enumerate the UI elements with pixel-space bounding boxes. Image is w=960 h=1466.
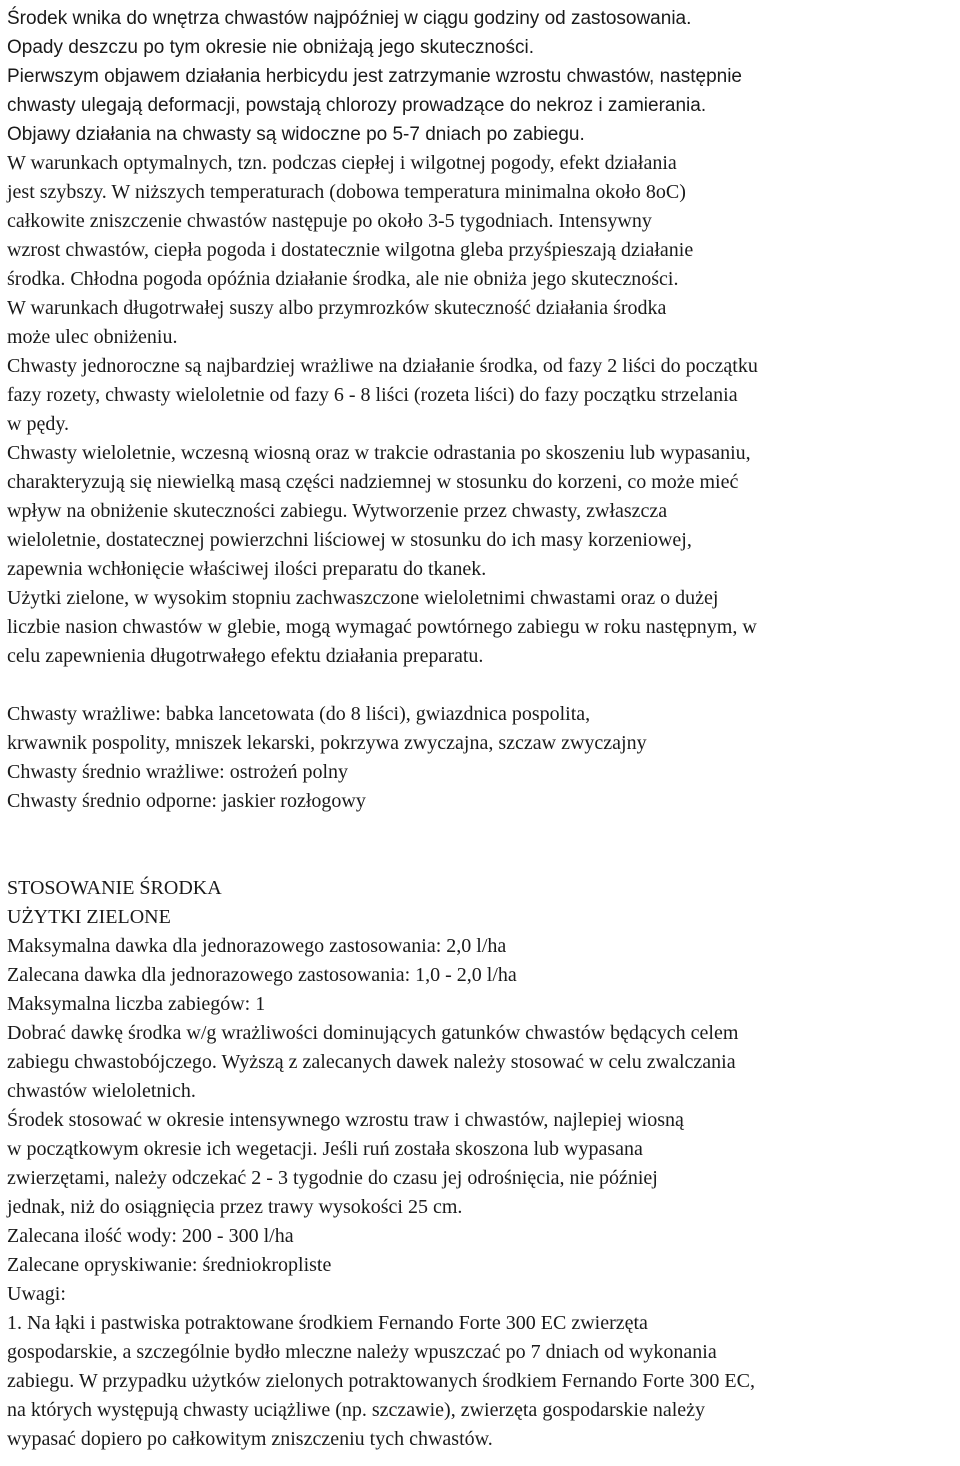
text-line: Chwasty jednoroczne są najbardziej wrażliwe na działanie środka, od fazy 2 liści do początku xyxy=(7,355,758,377)
text-line: krwawnik pospolity, mniszek lekarski, pokrzywa zwyczajna, szczaw zwyczajny xyxy=(7,732,647,754)
weed-list xyxy=(7,700,957,816)
text-line: fazy rozety, chwasty wieloletnie od fazy 6 - 8 liści (rozeta liści) do fazy początku strzelania xyxy=(7,384,738,406)
text-line: zwierzętami, należy odczekać 2 - 3 tygodnie do czasu jej odrośnięcia, nie później xyxy=(7,1167,658,1189)
text-line: na których występują chwasty uciążliwe (np. szczawie), zwierzęta gospodarskie należy xyxy=(7,1399,706,1421)
text-line: zabiegu. W przypadku użytków zielonych potraktowanych środkiem Fernando Forte 300 EC, xyxy=(7,1370,755,1392)
text-line: Chwasty średnio wrażliwe: ostrożeń polny xyxy=(7,761,349,783)
text-line: Chwasty średnio odporne: jaskier rozłogowy xyxy=(7,790,366,812)
text-line: zabiegu chwastobójczego. Wyższą z zalecanych dawek należy stosować w celu zwalczania xyxy=(7,1051,736,1073)
document-page xyxy=(7,4,957,1454)
text-line: gospodarskie, a szczególnie bydło mleczne należy wpuszczać po 7 dniach od wykonania xyxy=(7,1341,717,1363)
text-line: celu zapewnienia długotrwałego efektu działania preparatu. xyxy=(7,645,484,667)
text-line: Chwasty wieloletnie, wczesną wiosną oraz w trakcie odrastania po skoszeniu lub wypasaniu, xyxy=(7,442,751,464)
spacer xyxy=(7,671,957,700)
text-line: Dobrać dawkę środka w/g wrażliwości dominujących gatunków chwastów będących celem xyxy=(7,1022,739,1044)
text-line: Środek stosować w okresie intensywnego wzrostu traw i chwastów, najlepiej wiosną xyxy=(7,1109,684,1131)
section-subheading: UŻYTKI ZIELONE xyxy=(7,906,171,928)
usage-section xyxy=(7,874,957,1454)
text-line: wzrost chwastów, ciepła pogoda i dostatecznie wilgotna gleba przyśpieszają działanie xyxy=(7,239,694,261)
text-line: Maksymalna liczba zabiegów: 1 xyxy=(7,993,266,1015)
text-line: 1. Na łąki i pastwiska potraktowane środkiem Fernando Forte 300 EC zwierzęta xyxy=(7,1312,648,1334)
text-line: Zalecana dawka dla jednorazowego zastosowania: 1,0 - 2,0 l/ha xyxy=(7,964,517,986)
spacer xyxy=(7,816,957,874)
text-line: wpływ na obniżenie skuteczności zabiegu. Wytworzenie przez chwasty, zwłaszcza xyxy=(7,500,668,522)
text-line: w pędy. xyxy=(7,413,70,435)
text-line: chwastów wieloletnich. xyxy=(7,1080,196,1102)
paragraph-action-onset xyxy=(7,4,957,352)
text-line: Użytki zielone, w wysokim stopniu zachwaszczone wieloletnimi chwastami oraz o dużej xyxy=(7,587,719,609)
text-line: całkowite zniszczenie chwastów następuje po około 3-5 tygodniach. Intensywny xyxy=(7,210,652,232)
text-line: jednak, niż do osiągnięcia przez trawy wysokości 25 cm. xyxy=(7,1196,463,1218)
text-line: wieloletnie, dostatecznej powierzchni liściowej w stosunku do ich masy korzeniowej, xyxy=(7,529,692,551)
text-line: Zalecana ilość wody: 200 - 300 l/ha xyxy=(7,1225,294,1247)
text-line: Pierwszym objawem działania herbicydu jest zatrzymanie wzrostu chwastów, następnie xyxy=(7,66,742,87)
text-line: zapewnia wchłonięcie właściwej ilości preparatu do tkanek. xyxy=(7,558,487,580)
text-line: W warunkach optymalnych, tzn. podczas ciepłej i wilgotnej pogody, efekt działania xyxy=(7,152,677,174)
text-line: Chwasty wrażliwe: babka lancetowata (do 8 liści), gwiazdnica pospolita, xyxy=(7,703,591,725)
text-line: Maksymalna dawka dla jednorazowego zastosowania: 2,0 l/ha xyxy=(7,935,507,957)
text-line: Zalecane opryskiwanie: średniokropliste xyxy=(7,1254,332,1276)
text-line: chwasty ulegają deformacji, powstają chlorozy prowadzące do nekroz i zamierania. xyxy=(7,95,707,116)
text-line: Środek wnika do wnętrza chwastów najpóźniej w ciągu godziny od zastosowania. xyxy=(7,8,692,29)
text-line: w początkowym okresie ich wegetacji. Jeśli ruń została skoszona lub wypasana xyxy=(7,1138,643,1160)
text-line: W warunkach długotrwałej suszy albo przymrozków skuteczność działania środka xyxy=(7,297,667,319)
paragraph-weed-susceptibility xyxy=(7,352,957,671)
text-line: charakteryzują się niewielką masą części nadziemnej w stosunku do korzeni, co może mieć xyxy=(7,471,739,493)
text-line: środka. Chłodna pogoda opóźnia działanie środka, ale nie obniża jego skuteczności. xyxy=(7,268,679,290)
notes-label: Uwagi: xyxy=(7,1283,66,1305)
text-line: może ulec obniżeniu. xyxy=(7,326,178,348)
section-heading: STOSOWANIE ŚRODKA xyxy=(7,877,222,899)
text-line: wypasać dopiero po całkowitym zniszczeniu tych chwastów. xyxy=(7,1428,493,1450)
text-line: jest szybszy. W niższych temperaturach (dobowa temperatura minimalna około 8oC) xyxy=(7,181,686,203)
text-line: Opady deszczu po tym okresie nie obniżają jego skuteczności. xyxy=(7,37,534,58)
text-line: liczbie nasion chwastów w glebie, mogą wymagać powtórnego zabiegu w roku następnym, w xyxy=(7,616,757,638)
text-line: Objawy działania na chwasty są widoczne po 5-7 dniach po zabiegu. xyxy=(7,124,585,145)
